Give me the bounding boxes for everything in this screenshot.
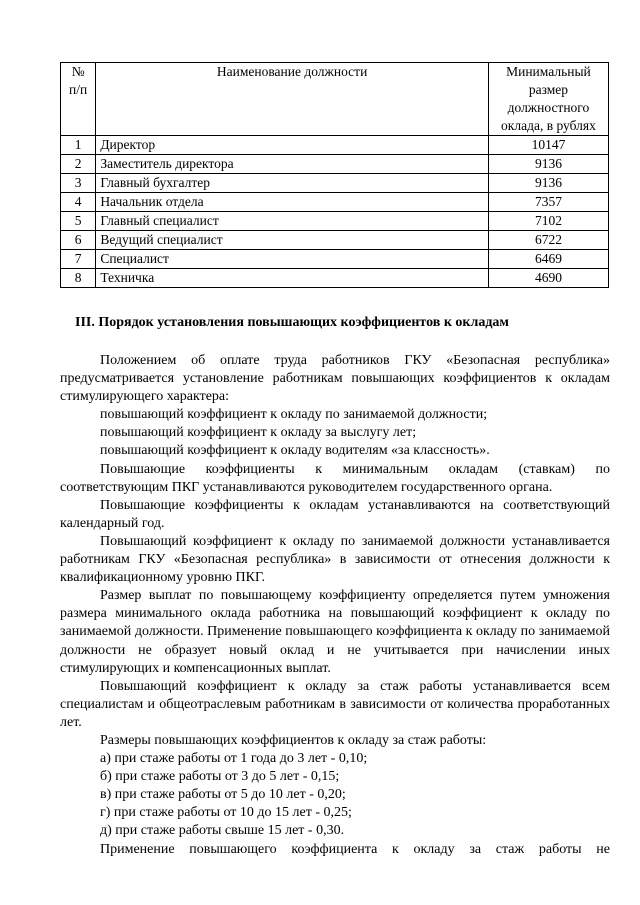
row-number: 5 xyxy=(61,212,96,231)
row-position: Директор xyxy=(96,136,489,155)
paragraph: Повышающий коэффициент к окладу за стаж работы устанавливается всем специалистам и общеотраслевым работникам в зависимости от количества проработанных лет. xyxy=(60,678,610,730)
list-item: повышающий коэффициент к окладу по занимаемой должности; xyxy=(100,407,488,423)
table-row xyxy=(61,193,609,212)
header-number-line: № xyxy=(71,64,85,79)
header-number xyxy=(61,63,96,136)
row-salary: 9136 xyxy=(488,155,608,174)
row-number: 1 xyxy=(61,136,96,155)
paragraph-continued: Применение повышающего коэффициента к окладу за стаж работы не xyxy=(100,841,610,857)
list-item: г) при стаже работы от 10 до 15 лет - 0,25; xyxy=(100,805,352,821)
paragraph-intro: Положением об оплате труда работников ГКУ «Безопасная республика» предусматривается установление работникам повышающих коэффициентов к окладам стимулирующего характера: xyxy=(60,353,610,405)
row-salary: 7357 xyxy=(488,193,608,212)
header-salary-line: Минимальный xyxy=(506,64,591,79)
list-item: повышающий коэффициент к окладу за выслугу лет; xyxy=(100,425,417,441)
row-number: 3 xyxy=(61,174,96,193)
list-item: б) при стаже работы от 3 до 5 лет - 0,15; xyxy=(100,769,340,785)
row-salary: 7102 xyxy=(488,212,608,231)
paragraph: Размер выплат по повышающему коэффициенту определяется путем умножения размера минимального оклада работника на повышающий коэффициент к окладу по занимаемой должности. Применение повышающего коэффициента к окладу по занимаемой должности не образует новый оклад и не учитывается при начислении иных стимулирующих и компенсационных выплат. xyxy=(60,588,610,676)
row-position: Техничка xyxy=(96,269,489,288)
table-row xyxy=(61,174,609,193)
row-position: Главный бухгалтер xyxy=(96,174,489,193)
row-salary: 4690 xyxy=(488,269,608,288)
section-body xyxy=(60,352,610,859)
table-row xyxy=(61,231,609,250)
paragraph: Повышающий коэффициент к окладу по занимаемой должности устанавливается работникам ГКУ «Безопасная республика» в зависимости от отнесения должности к квалификационному уровню ПКГ. xyxy=(60,533,610,586)
header-min-salary xyxy=(488,63,608,136)
row-position: Заместитель директора xyxy=(96,155,489,174)
row-salary: 10147 xyxy=(488,136,608,155)
table-row xyxy=(61,136,609,155)
row-number: 6 xyxy=(61,231,96,250)
table-header-row xyxy=(61,63,609,136)
header-position-name: Наименование должности xyxy=(96,63,489,136)
row-salary: 6469 xyxy=(488,250,608,269)
table-row xyxy=(61,269,609,288)
list-item: в) при стаже работы от 5 до 10 лет - 0,20; xyxy=(100,787,346,803)
salary-table xyxy=(60,62,609,288)
paragraph: Повышающие коэффициенты к окладам устанавливаются на соответствующий календарный год. xyxy=(60,497,610,531)
row-salary: 9136 xyxy=(488,174,608,193)
section-heading: III. Порядок установления повышающих коэффициентов к окладам xyxy=(75,315,509,330)
row-position: Начальник отдела xyxy=(96,193,489,212)
header-salary-line: размер xyxy=(528,82,569,97)
table-row xyxy=(61,250,609,269)
row-number: 2 xyxy=(61,155,96,174)
list-item: д) при стаже работы свыше 15 лет - 0,30. xyxy=(100,823,345,839)
table-row xyxy=(61,212,609,231)
row-salary: 6722 xyxy=(488,231,608,250)
table-row xyxy=(61,155,609,174)
paragraph: Повышающие коэффициенты к минимальным окладам (ставкам) по соответствующим ПКГ устанавливаются руководителем государственного органа. xyxy=(60,461,610,495)
row-position: Специалист xyxy=(96,250,489,269)
row-position: Главный специалист xyxy=(96,212,489,231)
header-number-line: п/п xyxy=(69,82,88,97)
row-number: 8 xyxy=(61,269,96,288)
row-number: 4 xyxy=(61,193,96,212)
row-number: 7 xyxy=(61,250,96,269)
list-item: а) при стаже работы от 1 года до 3 лет - 0,10; xyxy=(100,751,368,767)
list-heading: Размеры повышающих коэффициентов к окладу за стаж работы: xyxy=(100,732,487,748)
header-salary-line: должностного xyxy=(507,100,590,115)
row-position: Ведущий специалист xyxy=(96,231,489,250)
list-item: повышающий коэффициент к окладу водителям «за классность». xyxy=(100,443,490,459)
header-salary-line: оклада, в рублях xyxy=(501,118,596,133)
